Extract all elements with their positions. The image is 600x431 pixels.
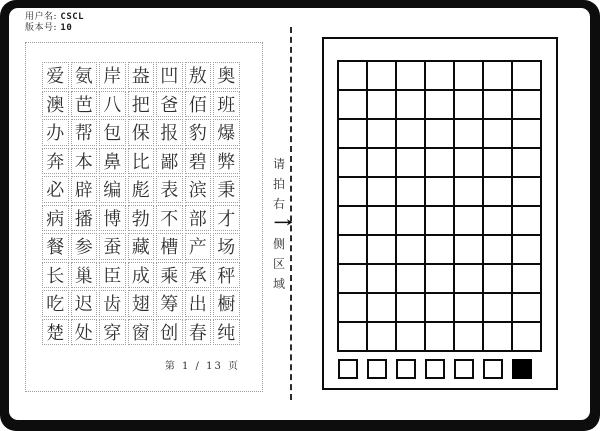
worksheet-page — [9, 8, 590, 420]
capture-cell — [513, 178, 540, 205]
character-cell: 创 — [156, 319, 183, 346]
capture-cell — [484, 149, 511, 176]
character-cell: 爆 — [213, 119, 240, 146]
capture-cell — [397, 236, 424, 263]
marker-square — [483, 359, 503, 379]
character-cell: 滨 — [185, 176, 212, 203]
capture-cell — [484, 120, 511, 147]
dashed-cut-line — [290, 27, 292, 400]
character-cell: 承 — [185, 262, 212, 289]
character-cell: 奥 — [213, 62, 240, 89]
character-cell: 岸 — [99, 62, 126, 89]
capture-cell — [455, 294, 482, 321]
capture-cell — [455, 62, 482, 89]
capture-cell — [513, 120, 540, 147]
character-grid — [42, 62, 240, 345]
capture-cell — [426, 62, 453, 89]
capture-cell — [455, 207, 482, 234]
capture-cell — [426, 178, 453, 205]
capture-cell — [397, 207, 424, 234]
character-cell: 吃 — [42, 290, 69, 317]
capture-cell — [368, 178, 395, 205]
capture-cell — [455, 149, 482, 176]
instruction-char: 侧 — [272, 237, 285, 251]
character-cell: 臣 — [99, 262, 126, 289]
marker-square — [367, 359, 387, 379]
character-cell: 彪 — [128, 176, 155, 203]
character-cell: 出 — [185, 290, 212, 317]
character-cell: 把 — [128, 91, 155, 118]
version-row — [25, 23, 84, 34]
character-cell: 氨 — [71, 62, 98, 89]
character-cell: 楚 — [42, 319, 69, 346]
character-cell: 弊 — [213, 148, 240, 175]
capture-cell — [513, 323, 540, 350]
capture-region-panel — [322, 37, 558, 390]
character-cell: 穿 — [99, 319, 126, 346]
page-indicator: 第 1 / 13 页 — [164, 361, 240, 372]
capture-cell — [397, 91, 424, 118]
username-row — [25, 12, 84, 23]
character-cell: 报 — [156, 119, 183, 146]
character-cell: 鄙 — [156, 148, 183, 175]
version-value: 10 — [60, 23, 73, 33]
capture-cell — [397, 149, 424, 176]
character-cell: 槽 — [156, 233, 183, 260]
capture-cell — [397, 120, 424, 147]
capture-cell — [368, 236, 395, 263]
character-cell: 纯 — [213, 319, 240, 346]
capture-cell — [397, 265, 424, 292]
character-cell: 豹 — [185, 119, 212, 146]
marker-row — [338, 359, 532, 379]
capture-cell — [513, 236, 540, 263]
version-label: 版本号: — [25, 23, 58, 33]
right-arrow-icon: → — [273, 215, 294, 231]
capture-cell — [339, 323, 366, 350]
character-cell: 乘 — [156, 262, 183, 289]
capture-cell — [426, 236, 453, 263]
character-cell: 奔 — [42, 148, 69, 175]
character-cell: 表 — [156, 176, 183, 203]
capture-cell — [368, 91, 395, 118]
capture-cell — [513, 62, 540, 89]
character-cell: 比 — [128, 148, 155, 175]
character-cell: 本 — [71, 148, 98, 175]
capture-cell — [368, 265, 395, 292]
marker-square — [338, 359, 358, 379]
character-cell: 翅 — [128, 290, 155, 317]
capture-cell — [368, 62, 395, 89]
character-cell: 编 — [99, 176, 126, 203]
capture-cell — [484, 62, 511, 89]
capture-cell — [339, 62, 366, 89]
capture-cell — [426, 120, 453, 147]
capture-cell — [455, 265, 482, 292]
capture-cell — [397, 294, 424, 321]
capture-cell — [484, 91, 511, 118]
username-label: 用户名: — [25, 12, 58, 22]
capture-cell — [513, 294, 540, 321]
capture-cell — [397, 178, 424, 205]
marker-square — [396, 359, 416, 379]
character-cell: 产 — [185, 233, 212, 260]
capture-cell — [426, 323, 453, 350]
character-cell: 部 — [185, 205, 212, 232]
character-cell: 春 — [185, 319, 212, 346]
capture-cell — [513, 149, 540, 176]
instruction-char: 区 — [272, 257, 285, 271]
character-cell: 碧 — [185, 148, 212, 175]
capture-cell — [397, 323, 424, 350]
capture-grid — [337, 60, 542, 352]
capture-cell — [513, 91, 540, 118]
character-cell: 蚕 — [99, 233, 126, 260]
capture-cell — [368, 294, 395, 321]
character-cell: 播 — [71, 205, 98, 232]
character-cell: 不 — [156, 205, 183, 232]
capture-cell — [426, 294, 453, 321]
capture-cell — [484, 178, 511, 205]
capture-cell — [339, 236, 366, 263]
capture-cell — [513, 265, 540, 292]
capture-cell — [339, 178, 366, 205]
capture-cell — [484, 323, 511, 350]
capture-cell — [368, 323, 395, 350]
instruction-char: 请 — [272, 157, 285, 171]
character-cell: 餐 — [42, 233, 69, 260]
capture-cell — [426, 149, 453, 176]
marker-square-filled — [512, 359, 532, 379]
capture-cell — [426, 91, 453, 118]
character-cell: 窗 — [128, 319, 155, 346]
character-cell: 八 — [99, 91, 126, 118]
character-cell: 才 — [213, 205, 240, 232]
capture-cell — [339, 207, 366, 234]
character-cell: 场 — [213, 233, 240, 260]
capture-cell — [455, 178, 482, 205]
character-cell: 巢 — [71, 262, 98, 289]
character-cell: 秤 — [213, 262, 240, 289]
character-cell: 爱 — [42, 62, 69, 89]
character-cell: 芭 — [71, 91, 98, 118]
character-cell: 橱 — [213, 290, 240, 317]
capture-cell — [484, 236, 511, 263]
capture-cell — [484, 294, 511, 321]
character-cell: 长 — [42, 262, 69, 289]
capture-cell — [339, 265, 366, 292]
character-cell: 勃 — [128, 205, 155, 232]
character-cell: 鼻 — [99, 148, 126, 175]
capture-cell — [368, 149, 395, 176]
page-header — [25, 12, 84, 34]
character-cell: 爸 — [156, 91, 183, 118]
character-cell: 佰 — [185, 91, 212, 118]
character-cell: 盎 — [128, 62, 155, 89]
character-cell: 班 — [213, 91, 240, 118]
character-cell: 参 — [71, 233, 98, 260]
capture-cell — [397, 62, 424, 89]
capture-cell — [426, 207, 453, 234]
capture-cell — [368, 207, 395, 234]
capture-cell — [339, 91, 366, 118]
capture-cell — [513, 207, 540, 234]
character-cell: 包 — [99, 119, 126, 146]
character-cell: 必 — [42, 176, 69, 203]
capture-cell — [426, 265, 453, 292]
character-cell: 敖 — [185, 62, 212, 89]
character-cell: 帮 — [71, 119, 98, 146]
character-cell: 齿 — [99, 290, 126, 317]
marker-square — [425, 359, 445, 379]
capture-cell — [484, 265, 511, 292]
character-cell: 凹 — [156, 62, 183, 89]
character-cell: 处 — [71, 319, 98, 346]
character-cell: 辟 — [71, 176, 98, 203]
character-cell: 保 — [128, 119, 155, 146]
username-value: CSCL — [60, 12, 85, 22]
instruction-column — [271, 154, 294, 294]
capture-cell — [484, 207, 511, 234]
character-cell: 病 — [42, 205, 69, 232]
capture-cell — [455, 323, 482, 350]
capture-cell — [339, 294, 366, 321]
character-cell: 博 — [99, 205, 126, 232]
marker-square — [454, 359, 474, 379]
instruction-char: 域 — [272, 277, 285, 291]
character-cell: 藏 — [128, 233, 155, 260]
character-cell: 迟 — [71, 290, 98, 317]
character-cell: 秉 — [213, 176, 240, 203]
capture-cell — [368, 120, 395, 147]
capture-cell — [455, 236, 482, 263]
character-cell: 澳 — [42, 91, 69, 118]
capture-cell — [339, 120, 366, 147]
character-cell: 筹 — [156, 290, 183, 317]
instruction-char: 右 — [272, 197, 285, 211]
character-sheet-region — [25, 42, 263, 392]
instruction-char: 拍 — [272, 177, 285, 191]
capture-cell — [339, 149, 366, 176]
character-cell: 办 — [42, 119, 69, 146]
capture-cell — [455, 91, 482, 118]
character-cell: 成 — [128, 262, 155, 289]
capture-cell — [455, 120, 482, 147]
